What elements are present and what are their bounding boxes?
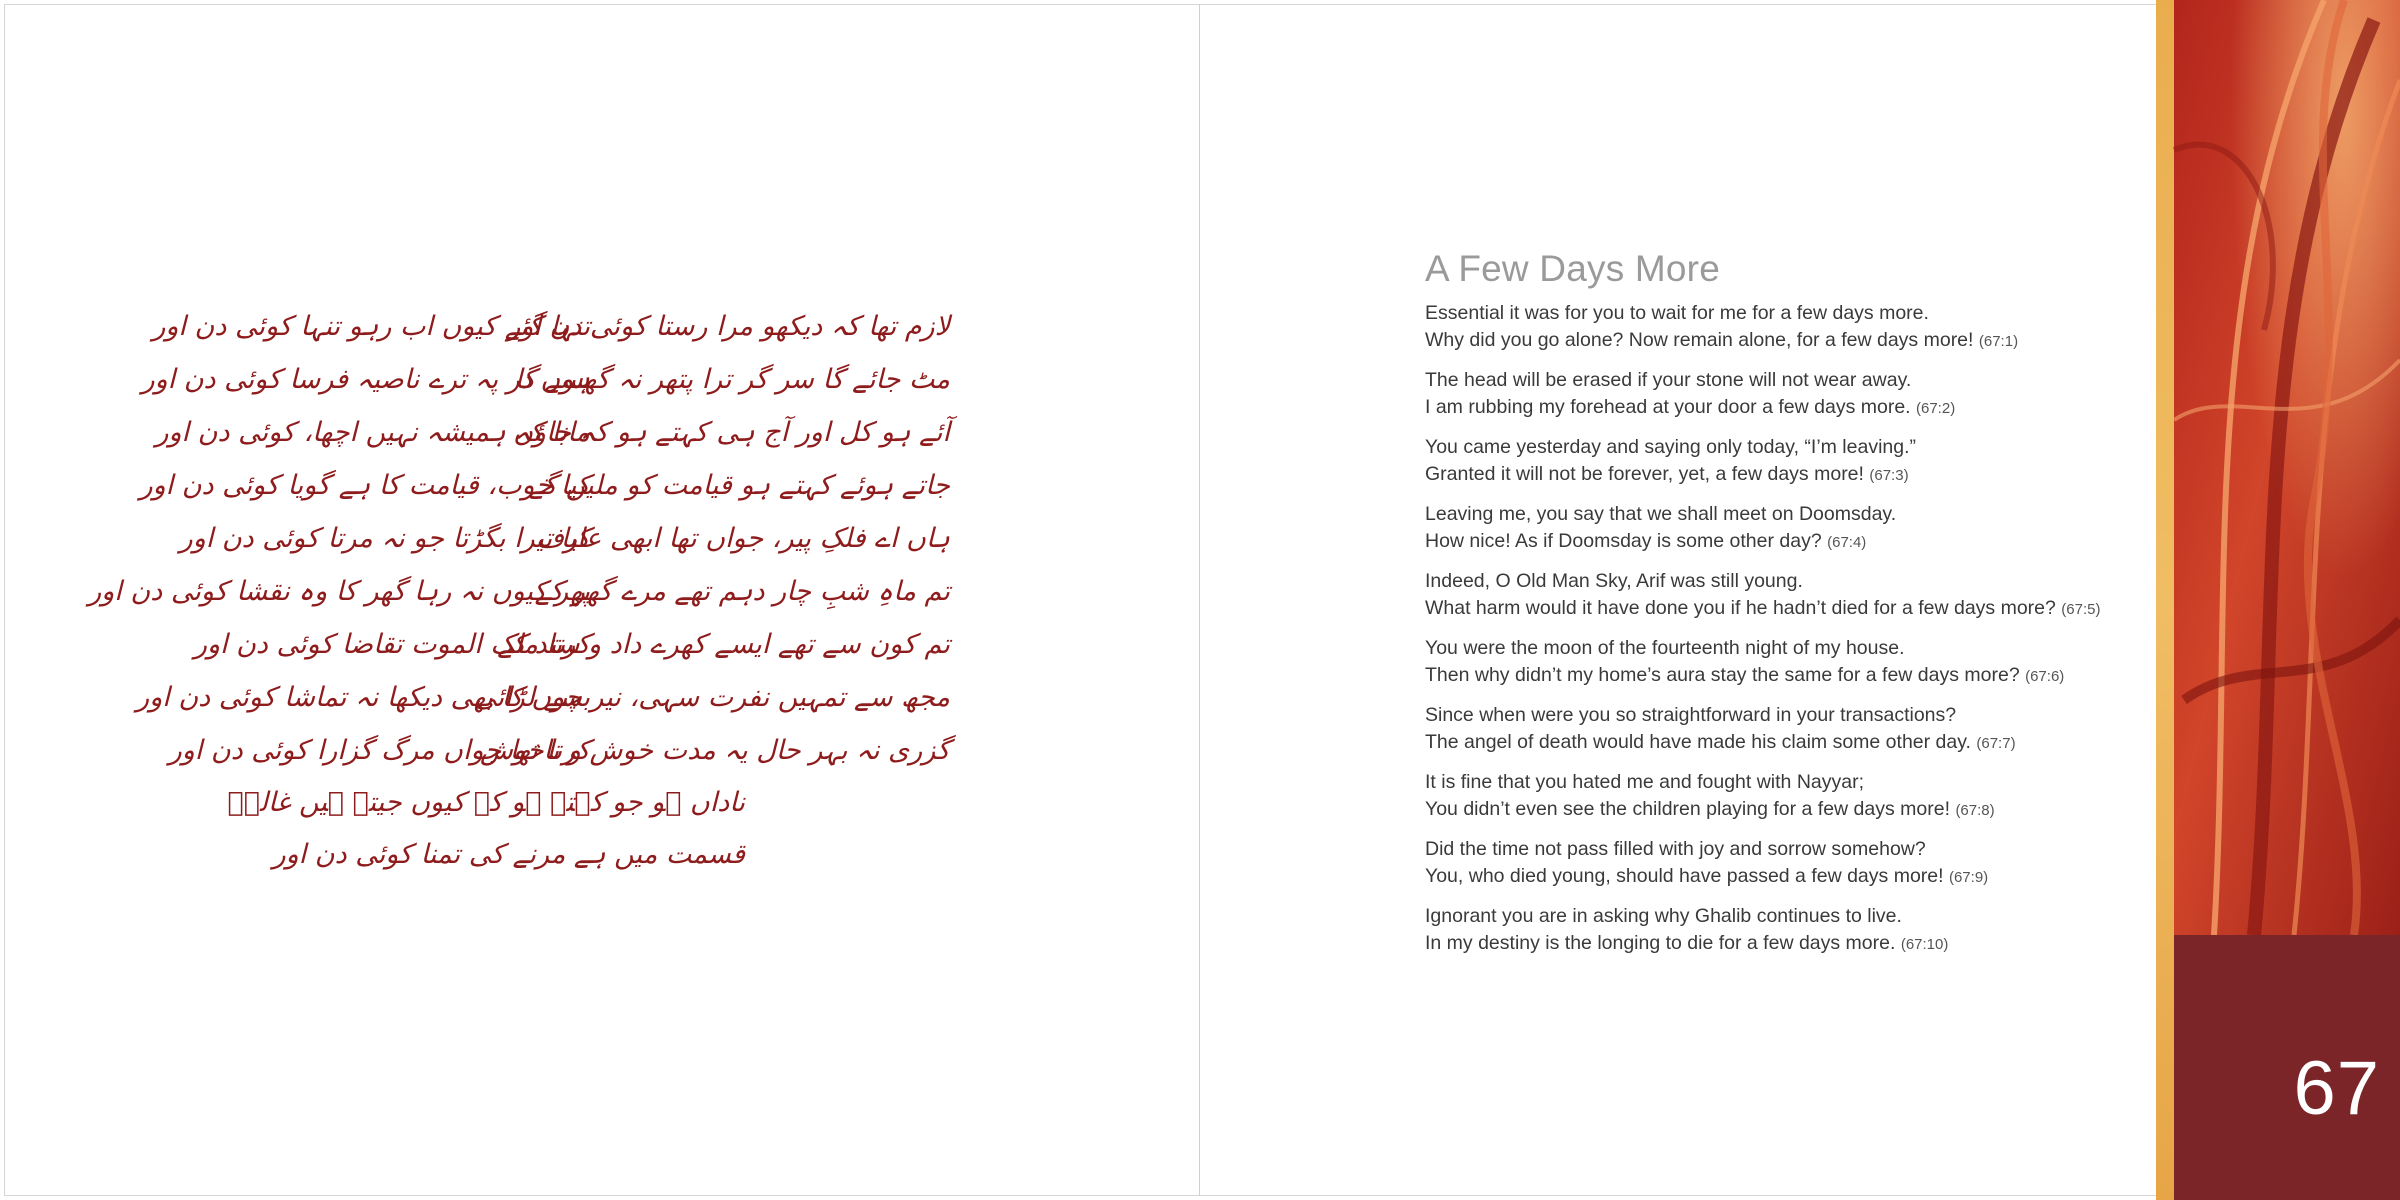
stanza-line-2 (1425, 461, 2125, 489)
misra-second: کرنا تھا جواں مرگ گزارا کوئی دن اور (168, 735, 590, 766)
misra-first: لازم تھا کہ دیکھو مرا رستا کوئی دن اور (507, 311, 950, 342)
stanza-line-2 (1425, 729, 2125, 757)
verse-reference: (67:3) (1869, 467, 1909, 484)
poem-stanza (1425, 568, 2125, 623)
misra-first: آئے ہو کل اور آج ہی کہتے ہو کہ جاؤں (513, 417, 950, 448)
misra-second: پھر کیوں نہ رہا گھر کا وہ نقشا کوئی دن اور (88, 576, 590, 607)
stanza-line-2 (1425, 394, 2125, 422)
stanza-line-1: Since when were you so straightforward in your transactions? (1425, 704, 1957, 726)
painting-illustration (2174, 0, 2400, 935)
misra-first: تم کون سے تھے ایسے کھرے داد و ستد کے (497, 629, 950, 660)
poem-stanza (1425, 300, 2125, 355)
urdu-couplet (152, 300, 950, 353)
maqta-line-2: قسمت میں ہے مرنے کی تمنا کوئی دن اور (272, 839, 745, 870)
misra-second: مانا کہ ہمیشہ نہیں اچھا، کوئی دن اور (155, 417, 590, 448)
verse-reference: (67:4) (1827, 534, 1867, 551)
stanza-line-1: The head will be erased if your stone will not wear away. (1425, 369, 1912, 391)
maqta-line-1: ناداں ہو جو کہتے ہو کہ کیوں جیتے ہیں غالبؔ (227, 787, 745, 818)
verse-reference: (67:1) (1978, 333, 2019, 350)
stanza-line-2-text: You, who died young, should have passed a few days more! (1425, 865, 1944, 887)
verse-reference: (67:5) (2061, 601, 2101, 618)
stanza-line-2-text: In my destiny is the longing to die for a few days more. (1425, 932, 1896, 954)
verse-reference: (67:9) (1948, 869, 1989, 886)
stanza-line-2-text: What harm would it have done you if he hadn’t died for a few days more? (1425, 597, 2056, 619)
stanza-line-1: You came yesterday and saying only today, “I’m leaving.” (1425, 436, 1917, 458)
stanza-line-1: It is fine that you hated me and fought with Nayyar; (1425, 771, 1864, 793)
stanza-line-2-text: The angel of death would have made his claim some other day. (1425, 731, 1971, 753)
stanza-line-2 (1425, 796, 2125, 824)
stanza-line-1: Ignorant you are in asking why Ghalib continues to live. (1425, 905, 1902, 927)
gold-stripe (2156, 0, 2174, 1200)
verse-reference: (67:7) (1976, 735, 2016, 752)
urdu-ghazal (88, 300, 950, 881)
urdu-couplet (179, 512, 950, 565)
misra-first: تم ماہِ شبِ چار دہم تھے مرے گھر کے (534, 576, 950, 607)
stanza-line-2 (1425, 528, 2125, 556)
page-number-block (2174, 935, 2400, 1200)
misra-first: ہاں اے فلکِ پیر، جواں تھا ابھی عارف (535, 523, 950, 554)
urdu-maqta (227, 777, 950, 881)
misra-second: کیا خوب، قیامت کا ہے گویا کوئی دن اور (139, 470, 590, 501)
stanza-line-2-text: Then why didn’t my home’s aura stay the same for a few days more? (1425, 664, 2020, 686)
stanza-line-2 (1425, 327, 2125, 355)
verse-reference: (67:6) (2025, 668, 2065, 685)
stanza-line-1: You were the moon of the fourteenth night of my house. (1425, 637, 1905, 659)
stanza-line-1: Did the time not pass filled with joy and sorrow somehow? (1425, 838, 1926, 860)
verse-reference: (67:8) (1955, 802, 1995, 819)
poem-title: A Few Days More (1425, 248, 1720, 289)
stanza-line-1: Leaving me, you say that we shall meet on Doomsday. (1425, 503, 1897, 525)
urdu-couplet (88, 565, 950, 618)
urdu-couplet (141, 353, 950, 406)
english-poem (1425, 248, 2125, 970)
urdu-couplets (88, 300, 950, 777)
urdu-couplet (139, 459, 950, 512)
verse-reference: (67:2) (1916, 400, 1956, 417)
stanza-line-2 (1425, 930, 2125, 958)
stanza-line-1: Essential it was for you to wait for me for a few days more. (1425, 302, 1929, 324)
urdu-couplet (155, 406, 950, 459)
misra-first: مٹ جائے گا سر گر ترا پتھر نہ گھسے گا (514, 364, 950, 395)
urdu-couplet (168, 724, 950, 777)
stanza-line-2 (1425, 662, 2125, 690)
stanza-line-2 (1425, 595, 2125, 623)
poem-stanza (1425, 769, 2125, 824)
misra-second: تنہا گئے کیوں اب رہو تنہا کوئی دن اور (152, 311, 590, 342)
stanza-line-2-text: I am rubbing my forehead at your door a few days more. (1425, 396, 1911, 418)
misra-second: کیا تیرا بگڑتا جو نہ مرتا کوئی دن اور (179, 523, 590, 554)
page-number: 67 (2293, 1046, 2380, 1131)
misra-first: جاتے ہوئے کہتے ہو قیامت کو ملیں گے (528, 470, 950, 501)
stanza-line-1: Indeed, O Old Man Sky, Arif was still young. (1425, 570, 1803, 592)
poem-stanza (1425, 836, 2125, 891)
urdu-couplet (193, 618, 950, 671)
poem-stanzas (1425, 300, 2125, 958)
poem-stanza (1425, 434, 2125, 489)
stanza-line-2-text: How nice! As if Doomsday is some other day? (1425, 530, 1822, 552)
stanza-line-2-text: Why did you go alone? Now remain alone, for a few days more! (1425, 329, 1974, 351)
poem-stanza (1425, 367, 2125, 422)
urdu-couplet (136, 671, 950, 724)
painting-strip (2156, 0, 2400, 1200)
verse-reference: (67:10) (1900, 936, 1949, 953)
stanza-line-2 (1425, 863, 2125, 891)
misra-first: گزری نہ بہر حال یہ مدت خوش و ناخوش (479, 735, 950, 766)
left-page (0, 0, 1198, 1200)
misra-second: کرتا ملک الموت تقاضا کوئی دن اور (193, 629, 590, 660)
abstract-painting (2174, 0, 2400, 935)
poem-stanza (1425, 903, 2125, 958)
stanza-line-2-text: Granted it will not be forever, yet, a few days more! (1425, 463, 1864, 485)
poem-stanza (1425, 635, 2125, 690)
poem-stanza (1425, 501, 2125, 556)
misra-second: بچوں کا بھی دیکھا نہ تماشا کوئی دن اور (136, 682, 590, 713)
misra-first: مجھ سے تمہیں نفرت سہی، نیر سے لڑائی (474, 682, 950, 713)
stanza-line-2-text: You didn’t even see the children playing for a few days more! (1425, 798, 1951, 820)
poem-stanza (1425, 702, 2125, 757)
misra-second: ہوں در پہ ترے ناصیہ فرسا کوئی دن اور (141, 364, 590, 395)
